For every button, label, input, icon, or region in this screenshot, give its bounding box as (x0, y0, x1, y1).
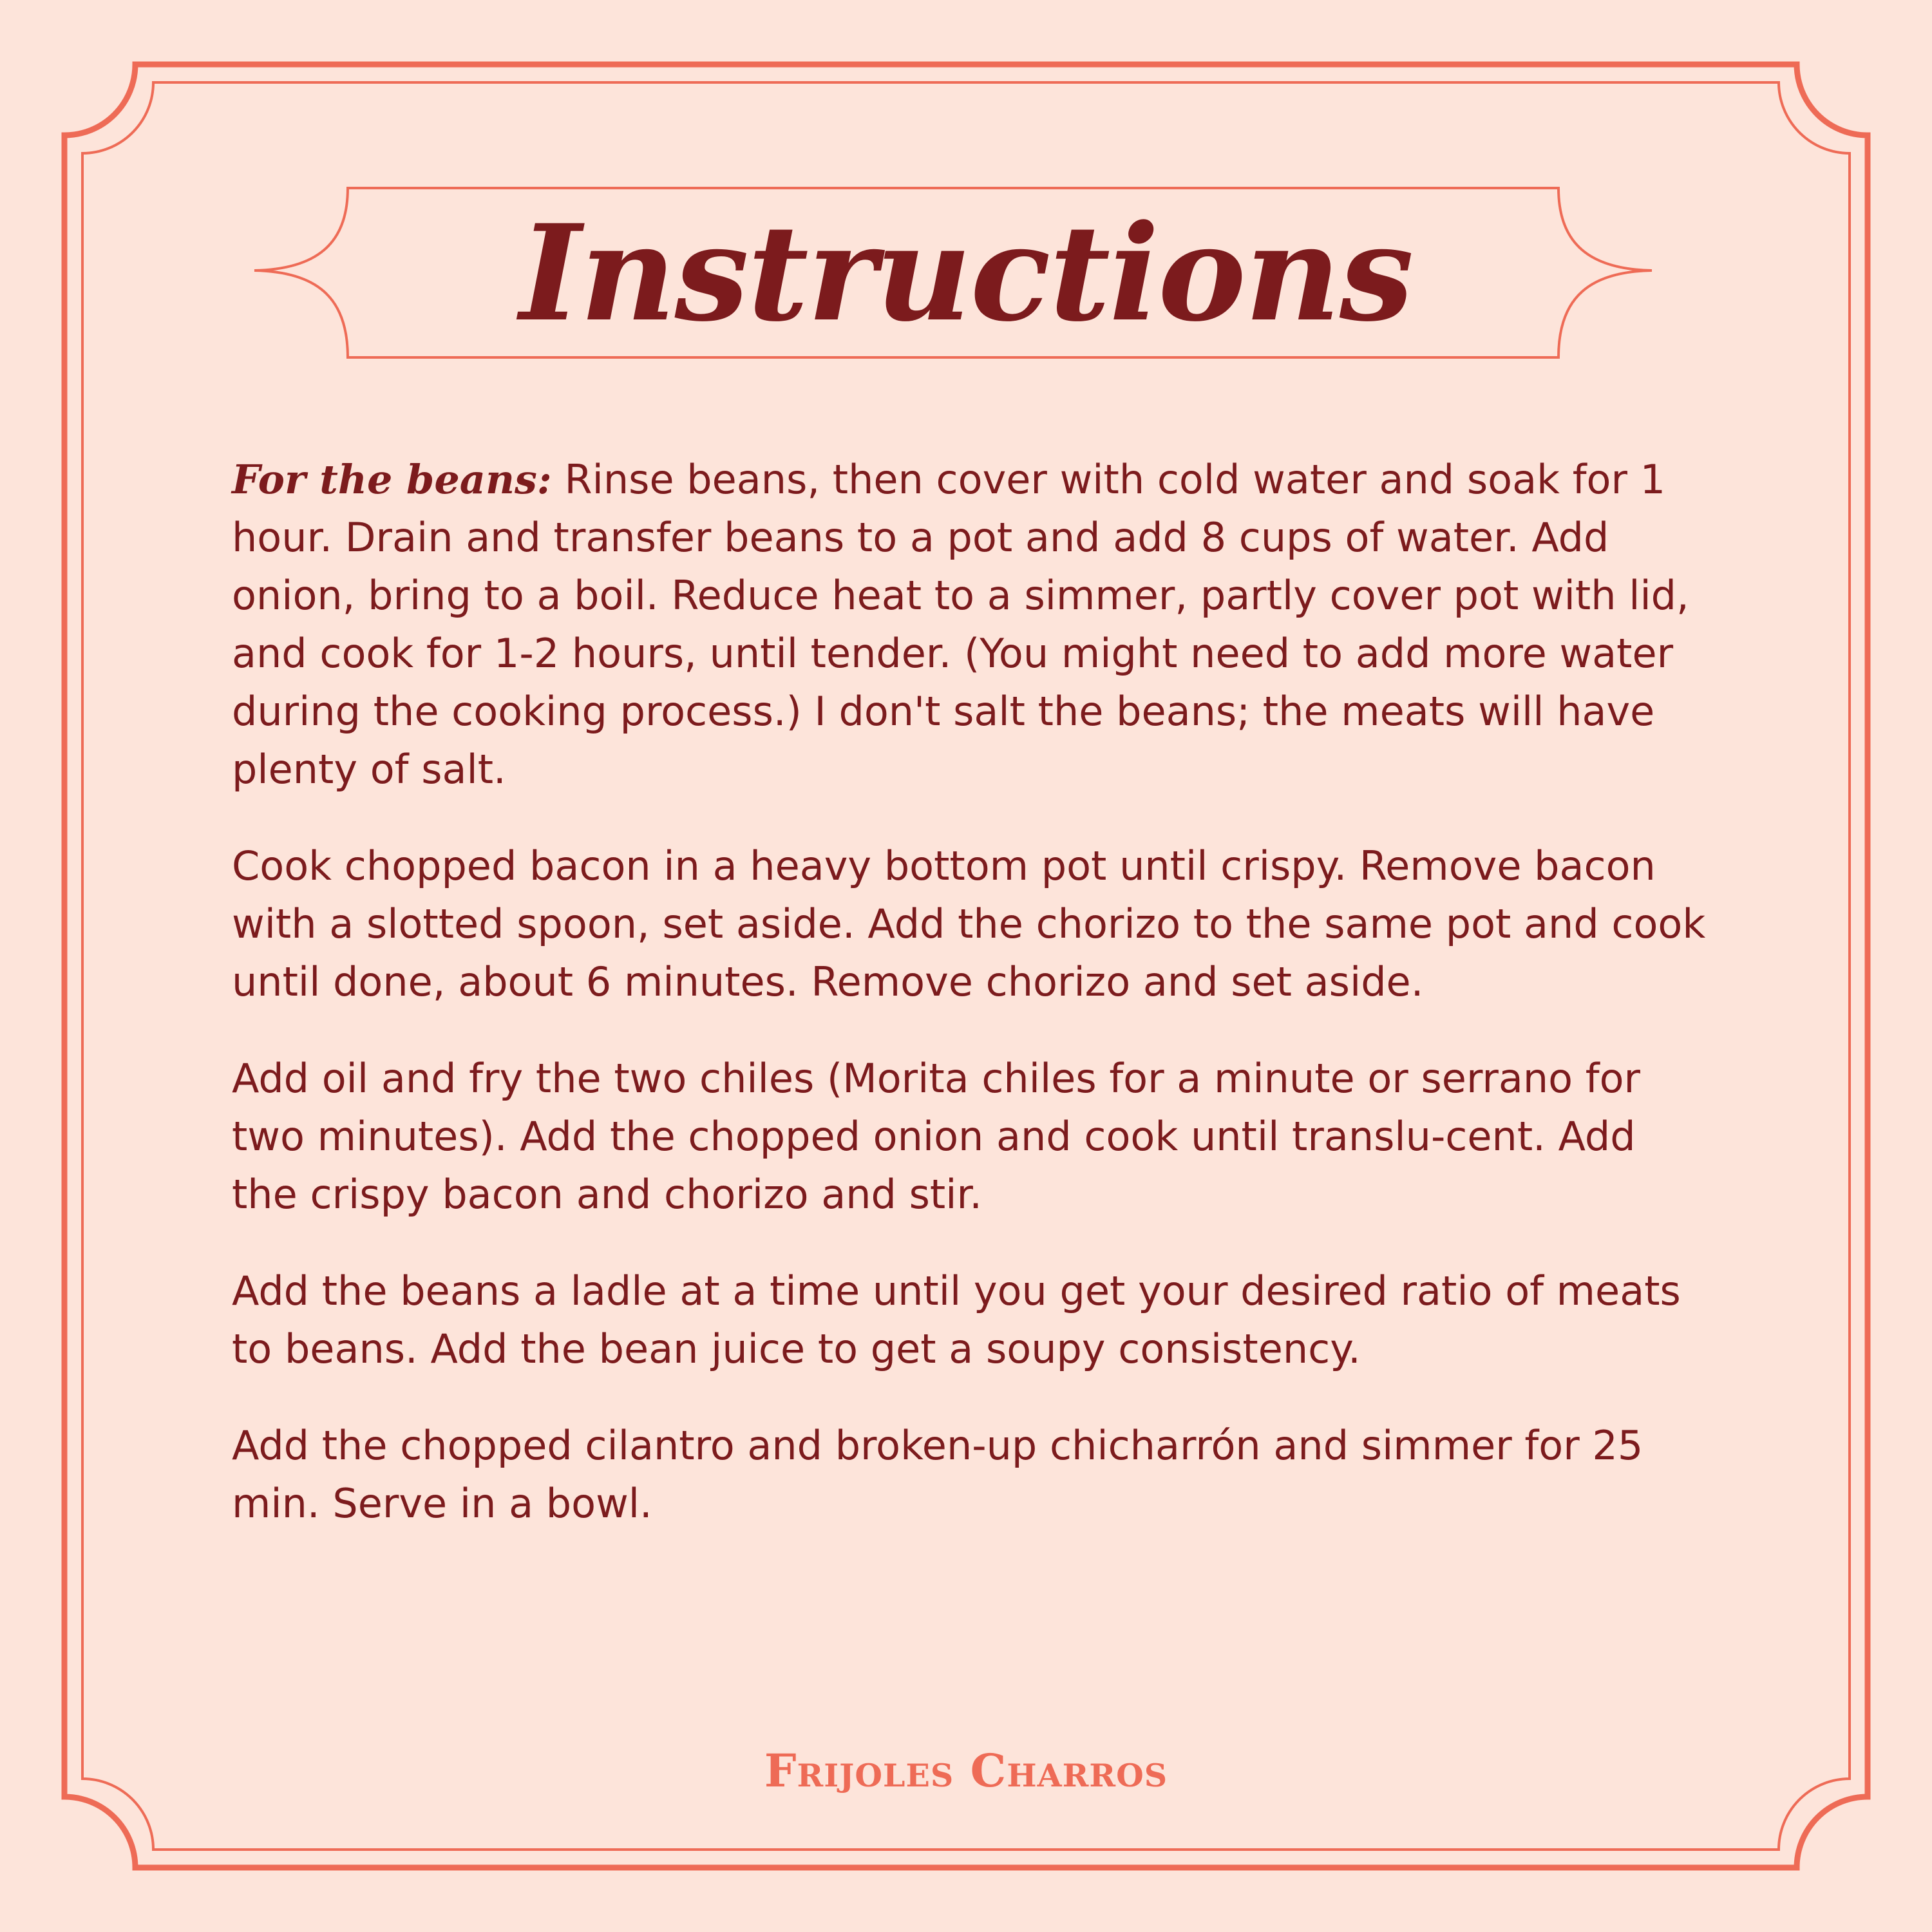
footer-recipe-name: Frijoles Charros (764, 1744, 1168, 1797)
paragraph-2: Cook chopped bacon in a heavy bottom pot until crispy. Remove bacon with a slotted spoon, set aside. Add the chorizo to the same pot and cook until done, about 6 minutes. Remove chorizo and set aside. (232, 842, 1706, 1005)
instructions-body (232, 451, 1713, 1571)
page-title: Instructions (519, 196, 1413, 351)
paragraph-4: Add the beans a ladle at a time until you get your desired ratio of meats to beans. Add the bean juice to get a soupy consistency. (232, 1267, 1681, 1372)
paragraph-text: Rinse beans, then cover with cold water and soak for 1 hour. Drain and transfer beans to a pot and add 8 cups of water. Add onion, bring to a boil. Reduce heat to a simmer, partly cover pot with lid, and cook for 1-2 hours, until tender. (You might need to add more water during the cooking process.) I don't salt the beans; the meats will have plenty of salt. (232, 456, 1689, 793)
paragraph-5: Add the chopped cilantro and broken-up chicharrón and simmer for 25 min. Serve in a bowl. (232, 1422, 1643, 1527)
paragraph-1 (232, 451, 1713, 799)
paragraph-3: Add oil and fry the two chiles (Morita chiles for a minute or serrano for two minutes). Add the chopped onion and cook until translu-cent. Add the crispy bacon and chorizo and stir. (232, 1055, 1641, 1218)
paragraph-lead: For the beans: (232, 456, 552, 503)
